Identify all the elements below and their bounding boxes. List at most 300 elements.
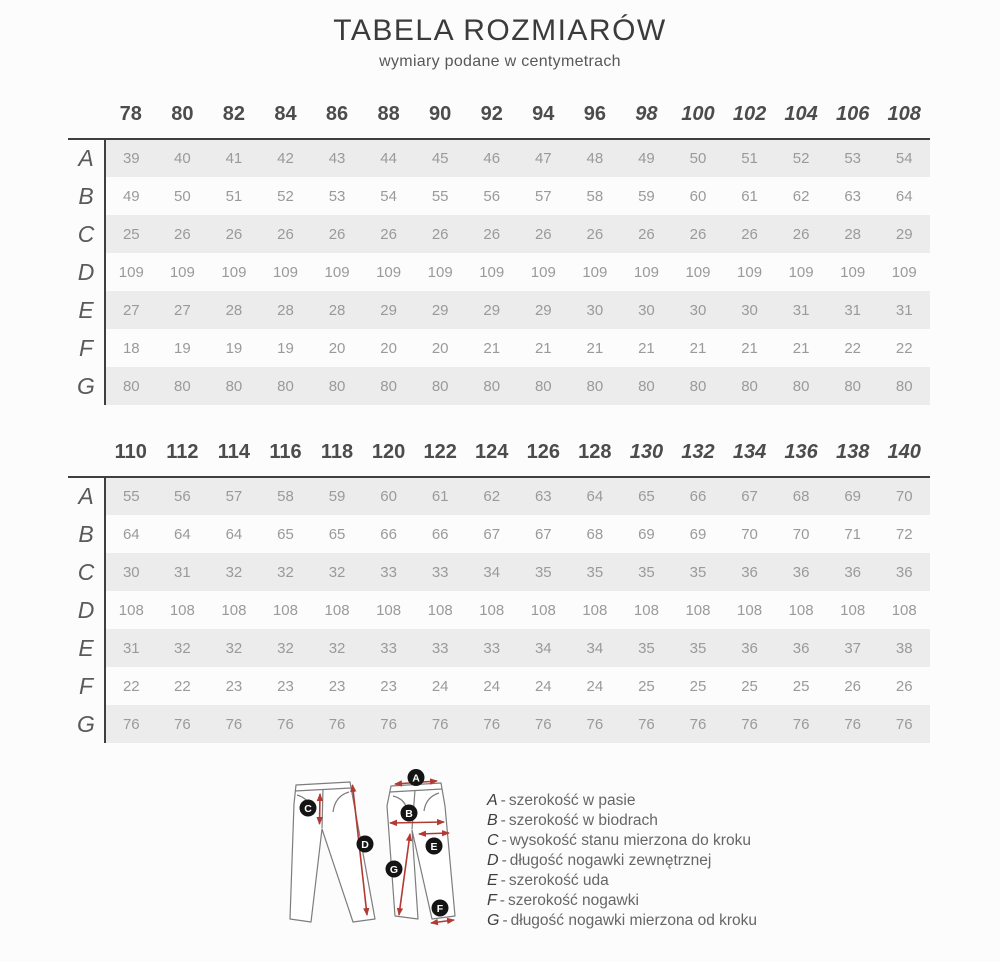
- size-value-cell: 55: [431, 187, 449, 205]
- size-column-header: 122: [414, 430, 466, 477]
- size-value-cell: 80: [827, 367, 879, 405]
- size-value-cell: 76: [621, 705, 673, 743]
- size-value-cell: 33: [363, 553, 415, 591]
- legend-item: [487, 791, 787, 811]
- size-value-cell: 32: [260, 553, 312, 591]
- size-value-cell: 30: [621, 291, 673, 329]
- size-value-cell: 60: [689, 187, 707, 205]
- size-value-cell: 45: [414, 139, 466, 177]
- size-value-cell: 76: [260, 705, 312, 743]
- size-value-cell: 59: [311, 477, 363, 515]
- size-value-cell: 35: [518, 553, 570, 591]
- size-value-cell: 80: [414, 367, 466, 405]
- measure-row: [68, 553, 930, 591]
- size-value-cell: 43: [311, 139, 363, 177]
- legend-item: [487, 871, 787, 891]
- size-value-cell: 24: [483, 677, 501, 695]
- size-value-cell: 80: [518, 367, 570, 405]
- size-value-cell: 28: [311, 291, 363, 329]
- size-value-cell: 108: [324, 601, 350, 619]
- size-column-header: 88: [363, 92, 415, 139]
- size-value-cell: 35: [621, 629, 673, 667]
- measure-row: [68, 215, 930, 253]
- size-value-cell: 23: [225, 677, 243, 695]
- size-value-cell: 40: [157, 139, 209, 177]
- size-value-cell: 108: [272, 601, 298, 619]
- rise-arrow: [320, 794, 321, 824]
- size-value-cell: 64: [174, 525, 191, 543]
- size-column-header: 86: [311, 92, 363, 139]
- size-value-cell: 76: [363, 705, 415, 743]
- size-column-header: 94: [518, 92, 570, 139]
- size-value-cell: 35: [672, 553, 724, 591]
- size-column-header: 118: [311, 430, 363, 477]
- size-value-cell: 27: [105, 291, 157, 329]
- size-value-cell: 22: [895, 339, 913, 357]
- size-value-cell: 52: [775, 139, 827, 177]
- size-value-cell: 25: [741, 677, 758, 695]
- size-value-cell: 108: [118, 601, 144, 619]
- size-column-header: 112: [157, 430, 209, 477]
- size-column-header: 96: [569, 92, 621, 139]
- measure-row-label: D: [68, 253, 105, 291]
- legend-separator: -: [500, 872, 506, 889]
- marker-outseam: [357, 836, 374, 853]
- size-value-cell: 108: [840, 601, 866, 619]
- size-value-cell: 29: [363, 291, 415, 329]
- size-value-cell: 70: [878, 477, 930, 515]
- size-value-cell: 36: [878, 553, 930, 591]
- size-value-cell: 108: [788, 601, 814, 619]
- size-value-cell: 76: [672, 705, 724, 743]
- size-value-cell: 31: [775, 291, 827, 329]
- size-value-cell: 30: [105, 553, 157, 591]
- size-column-header: 134: [724, 430, 776, 477]
- marker-waist: [408, 769, 425, 786]
- size-value-cell: 26: [363, 215, 415, 253]
- size-value-cell: 108: [891, 601, 917, 619]
- size-value-cell: 65: [277, 525, 294, 543]
- size-value-cell: 108: [633, 601, 659, 619]
- legend-letter: C: [487, 832, 499, 849]
- size-column-header: 106: [827, 92, 879, 139]
- size-value-cell: 28: [260, 291, 312, 329]
- size-value-cell: 26: [569, 215, 621, 253]
- legend-item: [487, 811, 787, 831]
- size-value-cell: 33: [363, 629, 415, 667]
- measure-row-label: E: [68, 629, 105, 667]
- size-column-header: 116: [260, 430, 312, 477]
- size-value-cell: 67: [534, 525, 552, 543]
- size-column-header: 136: [775, 430, 827, 477]
- measure-row-label: G: [68, 705, 105, 743]
- measure-row-label: D: [68, 591, 105, 629]
- legend-item: [487, 831, 787, 851]
- size-value-cell: 35: [672, 629, 724, 667]
- measure-row: [68, 477, 930, 515]
- size-value-cell: 66: [672, 477, 724, 515]
- size-value-cell: 69: [638, 525, 655, 543]
- legend-desc: wysokość stanu mierzona do kroku: [509, 832, 751, 849]
- hip-arrow: [390, 822, 444, 823]
- measure-row: [68, 253, 930, 291]
- size-value-cell: 32: [311, 629, 363, 667]
- size-value-cell: 29: [878, 215, 930, 253]
- size-value-cell: 30: [672, 291, 724, 329]
- size-value-cell: 108: [221, 601, 247, 619]
- size-value-cell: 109: [169, 263, 195, 281]
- size-value-cell: 76: [105, 705, 157, 743]
- marker-rise: [300, 800, 317, 817]
- size-column-header: 82: [208, 92, 260, 139]
- hem-arrow: [431, 920, 454, 923]
- size-value-cell: 76: [724, 705, 776, 743]
- size-value-cell: 34: [518, 629, 570, 667]
- size-value-cell: 26: [672, 215, 724, 253]
- size-value-cell: 108: [685, 601, 711, 619]
- size-value-cell: 22: [122, 677, 140, 695]
- size-value-cell: 80: [569, 367, 621, 405]
- size-value-cell: 64: [569, 477, 621, 515]
- measure-row: [68, 629, 930, 667]
- size-value-cell: 80: [621, 367, 673, 405]
- size-column-header: 130: [621, 430, 673, 477]
- marker-hip: [401, 805, 418, 822]
- size-value-cell: 76: [518, 705, 570, 743]
- page-subtitle: wymiary podane w centymetrach: [379, 53, 621, 70]
- size-value-cell: 68: [775, 477, 827, 515]
- corner-cell: [68, 92, 105, 139]
- size-value-cell: 26: [621, 215, 673, 253]
- size-value-cell: 33: [466, 629, 518, 667]
- size-value-cell: 53: [328, 187, 346, 205]
- size-value-cell: 41: [208, 139, 260, 177]
- size-value-cell: 109: [427, 263, 453, 281]
- size-value-cell: 31: [157, 553, 209, 591]
- size-value-cell: 52: [277, 187, 294, 205]
- size-value-cell: 108: [169, 601, 195, 619]
- page-title: TABELA ROZMIARÓW: [333, 14, 667, 47]
- marker-inseam: [386, 861, 403, 878]
- size-value-cell: 70: [741, 525, 758, 543]
- size-column-header: 78: [105, 92, 157, 139]
- size-value-cell: 66: [380, 525, 397, 543]
- size-value-cell: 25: [638, 677, 655, 695]
- size-value-cell: 32: [260, 629, 312, 667]
- size-column-header: 92: [466, 92, 518, 139]
- svg-text:A: A: [412, 772, 420, 785]
- size-value-cell: 80: [260, 367, 312, 405]
- size-value-cell: 25: [105, 215, 157, 253]
- legend-letter: G: [487, 912, 500, 929]
- size-value-cell: 80: [311, 367, 363, 405]
- size-value-cell: 24: [431, 677, 449, 695]
- size-value-cell: 63: [518, 477, 570, 515]
- size-value-cell: 32: [157, 629, 209, 667]
- size-value-cell: 23: [328, 677, 346, 695]
- size-value-cell: 21: [741, 339, 758, 357]
- size-value-cell: 18: [122, 339, 140, 357]
- size-value-cell: 25: [792, 677, 810, 695]
- size-value-cell: 29: [518, 291, 570, 329]
- measure-row-label: E: [68, 291, 105, 329]
- size-value-cell: 48: [569, 139, 621, 177]
- size-value-cell: 39: [105, 139, 157, 177]
- size-value-cell: 54: [380, 187, 397, 205]
- size-value-cell: 57: [208, 477, 260, 515]
- size-value-cell: 109: [685, 263, 711, 281]
- measure-row-label: B: [68, 177, 105, 215]
- size-value-cell: 51: [724, 139, 776, 177]
- size-value-cell: 80: [724, 367, 776, 405]
- size-value-cell: 19: [277, 339, 294, 357]
- size-value-cell: 50: [672, 139, 724, 177]
- size-value-cell: 50: [174, 187, 191, 205]
- size-value-cell: 58: [586, 187, 604, 205]
- size-value-cell: 76: [311, 705, 363, 743]
- size-value-cell: 64: [895, 187, 913, 205]
- measure-row: [68, 177, 930, 215]
- size-value-cell: 21: [586, 339, 604, 357]
- measure-row: [68, 139, 930, 177]
- size-value-cell: 80: [105, 367, 157, 405]
- size-column-header: 108: [878, 92, 930, 139]
- size-value-cell: 33: [414, 553, 466, 591]
- size-value-cell: 21: [483, 339, 501, 357]
- size-value-cell: 80: [466, 367, 518, 405]
- size-value-cell: 108: [530, 601, 556, 619]
- measure-row-label: C: [68, 553, 105, 591]
- size-value-cell: 32: [208, 629, 260, 667]
- svg-text:C: C: [304, 802, 312, 815]
- size-value-cell: 63: [844, 187, 861, 205]
- marker-hem: [432, 900, 449, 917]
- size-value-cell: 30: [569, 291, 621, 329]
- size-value-cell: 80: [157, 367, 209, 405]
- size-value-cell: 24: [586, 677, 604, 695]
- size-value-cell: 108: [582, 601, 608, 619]
- legend-desc: szerokość uda: [508, 872, 609, 889]
- size-value-cell: 36: [827, 553, 879, 591]
- legend-separator: -: [502, 912, 508, 929]
- size-value-cell: 109: [788, 263, 814, 281]
- size-column-header: 132: [672, 430, 724, 477]
- size-value-cell: 31: [878, 291, 930, 329]
- size-value-cell: 61: [414, 477, 466, 515]
- measure-row: [68, 705, 930, 743]
- size-value-cell: 108: [376, 601, 402, 619]
- size-value-cell: 21: [638, 339, 655, 357]
- size-value-cell: 65: [621, 477, 673, 515]
- size-value-cell: 59: [638, 187, 655, 205]
- size-value-cell: 35: [621, 553, 673, 591]
- size-value-cell: 61: [741, 187, 758, 205]
- corner-cell: [68, 430, 105, 477]
- size-value-cell: 20: [380, 339, 397, 357]
- size-value-cell: 26: [844, 677, 861, 695]
- size-column-header: 140: [878, 430, 930, 477]
- size-column-header: 110: [105, 430, 157, 477]
- size-value-cell: 109: [376, 263, 402, 281]
- measure-row-label: G: [68, 367, 105, 405]
- size-value-cell: 31: [827, 291, 879, 329]
- size-value-cell: 64: [225, 525, 243, 543]
- size-value-cell: 109: [530, 263, 556, 281]
- size-value-cell: 109: [479, 263, 505, 281]
- size-value-cell: 21: [792, 339, 810, 357]
- size-value-cell: 109: [737, 263, 763, 281]
- size-value-cell: 26: [895, 677, 913, 695]
- size-column-header: 124: [466, 430, 518, 477]
- size-value-cell: 56: [483, 187, 501, 205]
- size-column-header: 104: [775, 92, 827, 139]
- size-value-cell: 109: [582, 263, 608, 281]
- size-value-cell: 47: [518, 139, 570, 177]
- size-column-header: 84: [260, 92, 312, 139]
- size-value-cell: 80: [878, 367, 930, 405]
- legend-separator: -: [500, 812, 506, 829]
- size-value-cell: 34: [569, 629, 621, 667]
- size-value-cell: 33: [414, 629, 466, 667]
- size-value-cell: 27: [157, 291, 209, 329]
- svg-text:E: E: [430, 840, 438, 853]
- size-value-cell: 80: [672, 367, 724, 405]
- size-value-cell: 72: [895, 525, 913, 543]
- legend-separator: -: [500, 792, 506, 809]
- size-value-cell: 109: [891, 263, 917, 281]
- size-value-cell: 80: [208, 367, 260, 405]
- size-column-header: 128: [569, 430, 621, 477]
- legend-letter: A: [487, 792, 498, 809]
- size-table-110-140: [68, 430, 930, 743]
- size-value-cell: 36: [775, 553, 827, 591]
- size-value-cell: 42: [260, 139, 312, 177]
- size-value-cell: 76: [569, 705, 621, 743]
- size-value-cell: 108: [427, 601, 453, 619]
- size-value-cell: 24: [534, 677, 552, 695]
- size-value-cell: 38: [878, 629, 930, 667]
- legend-letter: E: [487, 872, 498, 889]
- size-value-cell: 62: [792, 187, 810, 205]
- size-value-cell: 23: [380, 677, 397, 695]
- size-value-cell: 32: [311, 553, 363, 591]
- size-value-cell: 62: [466, 477, 518, 515]
- legend-separator: -: [501, 832, 507, 849]
- pants-outline-right: [387, 783, 455, 919]
- size-value-cell: 34: [466, 553, 518, 591]
- size-value-cell: 28: [208, 291, 260, 329]
- size-value-cell: 70: [792, 525, 810, 543]
- size-table: [68, 92, 930, 405]
- legend: [487, 791, 787, 931]
- size-value-cell: 51: [225, 187, 243, 205]
- marker-thigh: [426, 838, 443, 855]
- legend-desc: szerokość w pasie: [508, 792, 636, 809]
- size-value-cell: 69: [689, 525, 707, 543]
- size-value-cell: 76: [775, 705, 827, 743]
- size-column-header: 102: [724, 92, 776, 139]
- size-column-header: 80: [157, 92, 209, 139]
- size-value-cell: 26: [208, 215, 260, 253]
- svg-text:D: D: [361, 838, 369, 851]
- size-column-header: 90: [414, 92, 466, 139]
- size-value-cell: 26: [260, 215, 312, 253]
- measure-row-label: A: [68, 139, 105, 177]
- legend-desc: długość nogawki mierzona od kroku: [510, 912, 758, 929]
- size-value-cell: 36: [775, 629, 827, 667]
- svg-text:G: G: [389, 863, 399, 876]
- size-value-cell: 49: [621, 139, 673, 177]
- legend-desc: długość nogawki zewnętrznej: [509, 852, 712, 869]
- size-value-cell: 65: [328, 525, 346, 543]
- size-value-cell: 67: [483, 525, 501, 543]
- legend-item: [487, 851, 787, 871]
- legend-separator: -: [501, 852, 507, 869]
- size-value-cell: 26: [157, 215, 209, 253]
- size-value-cell: 19: [174, 339, 191, 357]
- size-value-cell: 29: [414, 291, 466, 329]
- size-value-cell: 109: [118, 263, 144, 281]
- legend-letter: D: [487, 852, 499, 869]
- size-value-cell: 31: [105, 629, 157, 667]
- size-value-cell: 56: [157, 477, 209, 515]
- size-value-cell: 54: [878, 139, 930, 177]
- size-value-cell: 66: [431, 525, 449, 543]
- size-value-cell: 29: [466, 291, 518, 329]
- legend-separator: -: [499, 892, 505, 909]
- size-value-cell: 76: [878, 705, 930, 743]
- size-value-cell: 26: [775, 215, 827, 253]
- legend-item: [487, 911, 787, 931]
- size-value-cell: 26: [518, 215, 570, 253]
- size-value-cell: 26: [466, 215, 518, 253]
- legend-desc: szerokość w biodrach: [508, 812, 658, 829]
- measure-row-label: B: [68, 515, 105, 553]
- size-table: [68, 430, 930, 743]
- size-value-cell: 76: [157, 705, 209, 743]
- size-value-cell: 55: [105, 477, 157, 515]
- measure-row: [68, 591, 930, 629]
- size-value-cell: 19: [225, 339, 243, 357]
- size-value-cell: 109: [272, 263, 298, 281]
- size-value-cell: 69: [827, 477, 879, 515]
- size-value-cell: 68: [586, 525, 604, 543]
- size-value-cell: 36: [724, 553, 776, 591]
- svg-text:F: F: [436, 902, 444, 915]
- size-value-cell: 76: [208, 705, 260, 743]
- size-value-cell: 108: [737, 601, 763, 619]
- size-value-cell: 20: [431, 339, 449, 357]
- measure-row: [68, 667, 930, 705]
- legend-letter: B: [487, 812, 498, 829]
- size-value-cell: 64: [122, 525, 140, 543]
- size-value-cell: 30: [724, 291, 776, 329]
- size-column-header: 138: [827, 430, 879, 477]
- size-value-cell: 109: [840, 263, 866, 281]
- svg-text:B: B: [405, 807, 413, 820]
- measure-row-label: F: [68, 329, 105, 367]
- size-column-header: 98: [621, 92, 673, 139]
- size-value-cell: 76: [466, 705, 518, 743]
- measure-row: [68, 329, 930, 367]
- pants-measurement-diagram: [278, 766, 473, 958]
- size-value-cell: 21: [534, 339, 552, 357]
- size-column-header: 114: [208, 430, 260, 477]
- size-value-cell: 35: [569, 553, 621, 591]
- size-value-cell: 26: [414, 215, 466, 253]
- size-value-cell: 60: [363, 477, 415, 515]
- size-value-cell: 23: [277, 677, 294, 695]
